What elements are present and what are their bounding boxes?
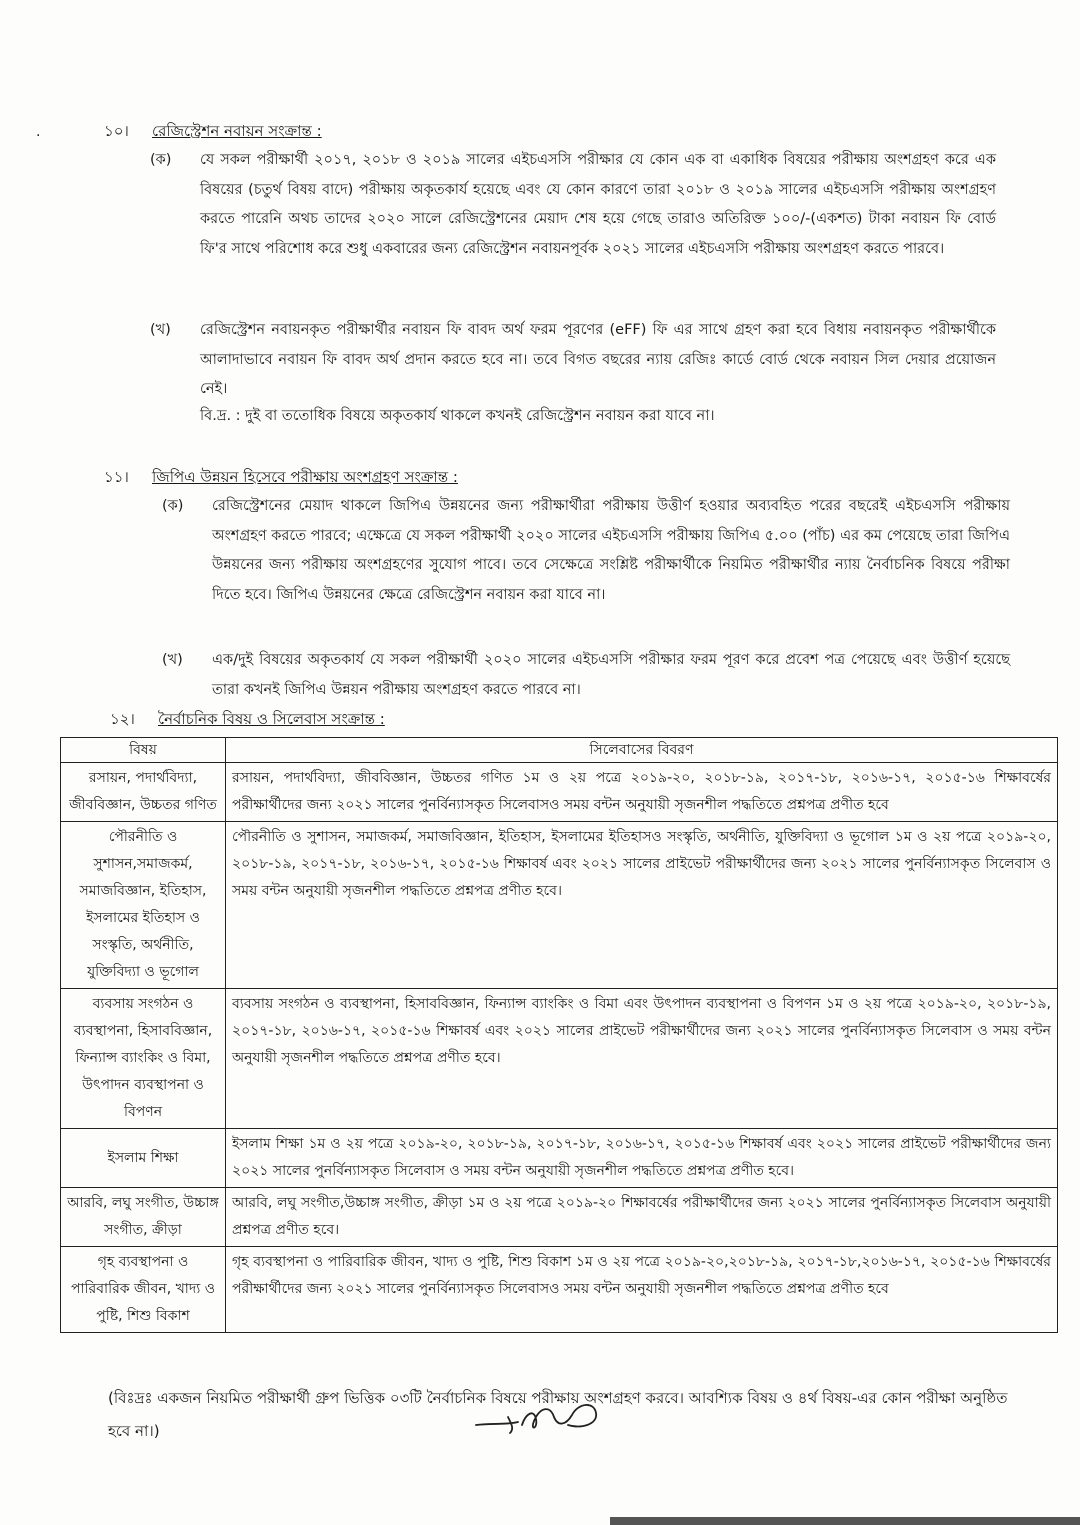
scan-edge-divider [610,1517,1080,1525]
section-title: রেজিস্ট্রেশন নবায়ন সংক্রান্ত : [152,122,322,140]
subject-cell: ব্যবসায় সংগঠন ও ব্যবস্থাপনা, হিসাববিজ্ঞান, ফিন্যান্স ব্যাংকিং ও বিমা, উৎপাদন ব্যবস্থাপনা ও বিপণন [61,989,226,1129]
syllabus-table [60,737,1058,1333]
section-11-item-kha [162,646,1010,705]
margin-mark: · [36,128,41,144]
subject-cell: ইসলাম শিক্ষা [61,1129,226,1188]
section-10-note: বি.দ্র. : দুই বা ততোধিক বিষয়ে অকৃতকার্য থাকলে কখনই রেজিস্ট্রেশন নবায়ন করা যাবে না। [200,408,715,424]
section-number: ১১। [104,468,129,486]
section-title: নৈর্বাচনিক বিষয় ও সিলেবাস সংক্রান্ত : [158,710,385,728]
section-12-heading [110,708,385,733]
syllabus-cell: রসায়ন, পদার্থবিদ্যা, জীববিজ্ঞান, উচ্চতর গণিত ১ম ও ২য় পত্রে ২০১৯-২০, ২০১৮-১৯, ২০১৭-১৮, ২০১৬-১৭, ২০১৫-১৬ শিক্ষাবর্ষের পরীক্ষার্থীদের জন্য ২০২১ সালের পুনর্বিন্যাসকৃত সিলেবাসও সময় বন্টন অনুযায়ী সৃজনশীল পদ্ধতিতে প্রশ্নপত্র প্রণীত হবে [226,763,1058,822]
section-number: ১২। [110,710,135,728]
signature-icon [472,1395,612,1441]
header-syllabus: সিলেবাসের বিবরণ [226,738,1058,763]
syllabus-cell: গৃহ ব্যবস্থাপনা ও পারিবারিক জীবন, খাদ্য ও পুষ্টি, শিশু বিকাশ ১ম ও ২য় পত্রে ২০১৯-২০,২০১৮-১৯, ২০১৭-১৮,২০১৬-১৭, ২০১৫-১৬ শিক্ষাবর্ষের পরীক্ষার্থীদের জন্য ২০২১ সালের পুনর্বিন্যাসকৃত সিলেবাসও সময় বন্টন অনুযায়ী সৃজনশীল পদ্ধতিতে প্রশ্নপত্র প্রণীত হবে [226,1247,1058,1333]
section-10-heading [104,120,322,145]
table-row [61,1188,1058,1247]
syllabus-cell: ব্যবসায় সংগঠন ও ব্যবস্থাপনা, হিসাববিজ্ঞান, ফিন্যান্স ব্যাংকিং ও বিমা এবং উৎপাদন ব্যবস্থাপনা ও বিপণন ১ম ও ২য় পত্রে ২০১৯-২০, ২০১৮-১৯, ২০১৭-১৮, ২০১৬-১৭, ২০১৫-১৬ শিক্ষাবর্ষ এবং ২০২১ সালের প্রাইভেট পরীক্ষার্থীদের জন্য ২০২১ সালের পুনর্বিন্যাসকৃত সিলেবাস ও সময় বন্টন অনুযায়ী সৃজনশীল পদ্ধতিতে প্রশ্নপত্র প্রণীত হবে। [226,989,1058,1129]
table-row [61,1247,1058,1333]
item-marker: (খ) [162,652,183,668]
subject-cell: রসায়ন, পদার্থবিদ্যা, জীববিজ্ঞান, উচ্চতর গণিত [61,763,226,822]
subject-cell: গৃহ ব্যবস্থাপনা ও পারিবারিক জীবন, খাদ্য ও পুষ্টি, শিশু বিকাশ [61,1247,226,1333]
syllabus-cell: ইসলাম শিক্ষা ১ম ও ২য় পত্রে ২০১৯-২০, ২০১৮-১৯, ২০১৭-১৮, ২০১৬-১৭, ২০১৫-১৬ শিক্ষাবর্ষ এবং ২০২১ সালের প্রাইভেট পরীক্ষার্থীদের জন্য ২০২১ সালের পুনর্বিন্যাসকৃত সিলেবাস ও সময় বন্টন অনুযায়ী সৃজনশীল পদ্ধতিতে প্রশ্নপত্র প্রণীত হবে। [226,1129,1058,1188]
header-subject: বিষয় [61,738,226,763]
subject-cell: আরবি, লঘু সংগীত, উচ্চাঙ্গ সংগীত, ক্রীড়া [61,1188,226,1247]
item-text: এক/দুই বিষয়ের অকৃতকার্য যে সকল পরীক্ষার্থী ২০২০ সালের এইচএসসি পরীক্ষার ফরম পূরণ করে প্রবেশ পত্র পেয়েছে এবং উত্তীর্ণ হয়েছে তারা কখনই জিপিএ উন্নয়ন পরীক্ষায় অংশগ্রহণ করতে পারবে না। [212,652,1010,698]
table-row [61,763,1058,822]
subject-cell: পৌরনীতি ও সুশাসন,সমাজকর্ম, সমাজবিজ্ঞান, ইতিহাস, ইসলামের ইতিহাস ও সংস্কৃতি, অর্থনীতি, যুক্তিবিদ্যা ও ভূগোল [61,822,226,989]
section-10-item-kha [150,316,996,405]
table-row [61,989,1058,1129]
section-11-heading [104,466,458,491]
item-marker: (ক) [162,498,184,514]
table-header-row [61,738,1058,763]
section-title: জিপিএ উন্নয়ন হিসেবে পরীক্ষায় অংশগ্রহণ সংক্রান্ত : [152,468,458,486]
table-row [61,822,1058,989]
section-10-item-ka [150,146,996,264]
item-marker: (ক) [150,152,172,168]
item-marker: (খ) [150,322,171,338]
section-11-item-ka [162,492,1010,610]
syllabus-cell: পৌরনীতি ও সুশাসন, সমাজকর্ম, সমাজবিজ্ঞান, ইতিহাস, ইসলামের ইতিহাসও সংস্কৃতি, অর্থনীতি, যুক্তিবিদ্যা ও ভূগোল ১ম ও ২য় পত্রে ২০১৯-২০, ২০১৮-১৯, ২০১৭-১৮, ২০১৬-১৭, ২০১৫-১৬ শিক্ষাবর্ষ এবং ২০২১ সালের প্রাইভেট পরীক্ষার্থীদের জন্য ২০২১ সালের পুনর্বিন্যাসকৃত সিলেবাস ও সময় বন্টন অনুযায়ী সৃজনশীল পদ্ধতিতে প্রশ্নপত্র প্রণীত হবে। [226,822,1058,989]
table-row [61,1129,1058,1188]
item-text: যে সকল পরীক্ষার্থী ২০১৭, ২০১৮ ও ২০১৯ সালের এইচএসসি পরীক্ষার যে কোন এক বা একাধিক বিষয়ের পরীক্ষায় অংশগ্রহণ করে এক বিষয়ের (চতুর্থ বিষয় বাদে) পরীক্ষায় অকৃতকার্য হয়েছে এবং যে কোন কারণে তারা ২০১৮ ও ২০১৯ সালের এইচএসসি পরীক্ষায় অংশগ্রহণ করতে পারেনি অথচ তাদের ২০২০ সালে রেজিস্ট্রেশনের মেয়াদ শেষ হয়ে গেছে তারাও অতিরিক্ত ১০০/-(একশত) টাকা নবায়ন ফি বোর্ড ফি'র সাথে পরিশোধ করে শুধু একবারের জন্য রেজিস্ট্রেশন নবায়নপূর্বক ২০২১ সালের এইচএসসি পরীক্ষায় অংশগ্রহণ করতে পারবে। [200,152,996,257]
syllabus-cell: আরবি, লঘু সংগীত,উচ্চাঙ্গ সংগীত, ক্রীড়া ১ম ও ২য় পত্রে ২০১৯-২০ শিক্ষাবর্ষের পরীক্ষার্থীদের জন্য ২০২১ সালের পুনর্বিন্যাসকৃত সিলেবাস অনুযায়ী প্রশ্নপত্র প্রণীত হবে। [226,1188,1058,1247]
item-text: রেজিস্ট্রেশন নবায়নকৃত পরীক্ষার্থীর নবায়ন ফি বাবদ অর্থ ফরম পূরণের (eFF) ফি এর সাথে গ্রহণ করা হবে বিধায় নবায়নকৃত পরীক্ষার্থীকে আলাদাভাবে নবায়ন ফি বাবদ অর্থ প্রদান করতে হবে না। তবে বিগত বছরের ন্যায় রেজিঃ কার্ডে বোর্ড থেকে নবায়ন সিল দেয়ার প্রয়োজন নেই। [200,322,996,397]
item-text: রেজিস্ট্রেশনের মেয়াদ থাকলে জিপিএ উন্নয়নের জন্য পরীক্ষার্থীরা পরীক্ষায় উত্তীর্ণ হওয়ার অব্যবহিত পরের বছরেই এইচএসসি পরীক্ষায় অংশগ্রহণ করতে পারবে; এক্ষেত্রে যে সকল পরীক্ষার্থী ২০২০ সালের এইচএসসি পরীক্ষায় জিপিএ ৫.০০ (পাঁচ) এর কম পেয়েছে তারা জিপিএ উন্নয়নের জন্য পরীক্ষায় অংশগ্রহণের সুযোগ পাবে। তবে সেক্ষেত্রে সংশ্লিষ্ট পরীক্ষার্থীকে নিয়মিত পরীক্ষার্থীর ন্যায় নৈর্বাচনিক বিষয়ে পরীক্ষা দিতে হবে। জিপিএ উন্নয়নের ক্ষেত্রে রেজিস্ট্রেশন নবায়ন করা যাবে না। [212,498,1010,603]
section-number: ১০। [104,122,129,140]
footnote: (বিঃদ্রঃ একজন নিয়মিত পরীক্ষার্থী গ্রুপ ভিত্তিক ০৩টি নৈর্বাচনিক বিষয়ে পরীক্ষায় অংশগ্রহণ করবে। আবশ্যিক বিষয় ও ৪র্থ বিষয়-এর কোন পরীক্ষা অনুষ্ঠিত হবে না।) [108,1389,1008,1440]
